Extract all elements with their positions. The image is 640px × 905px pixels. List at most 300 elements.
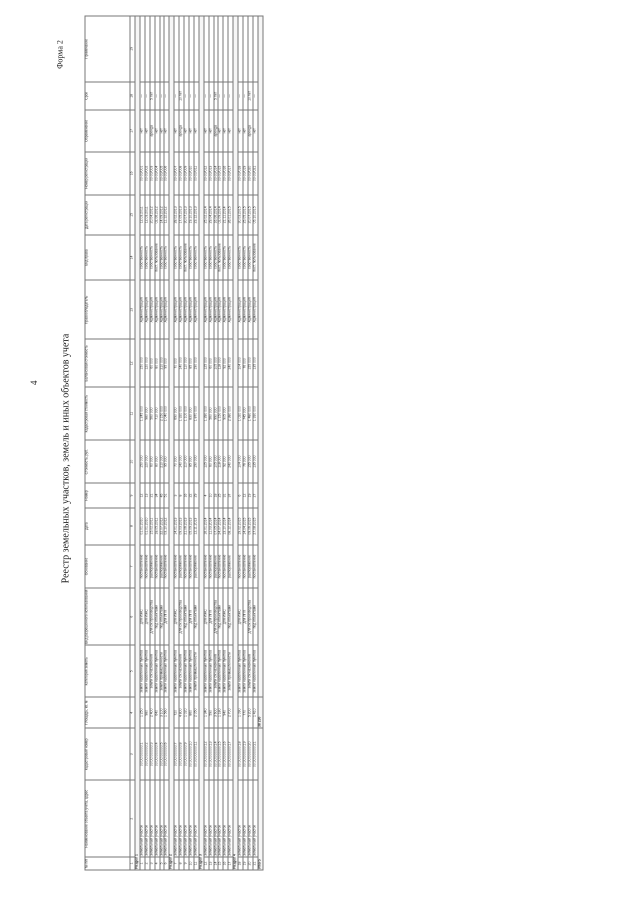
table-cell: 830 000 [189, 387, 194, 439]
register-table [85, 16, 264, 871]
table-cell: 95 000 [164, 440, 169, 484]
column-header: Площадь, кв. м [85, 698, 130, 729]
table-cell: 29 [194, 484, 199, 508]
table-cell: 1 020 [184, 698, 189, 729]
table-cell: нет [194, 110, 199, 151]
table-cell: 10 лет [248, 82, 253, 110]
table-cell: 02.09.2014 [218, 195, 223, 234]
table-cell: 00-00/001 [140, 152, 145, 196]
table-cell: — [184, 82, 189, 110]
table-cell: 1 330 000 [253, 387, 258, 439]
table-cell: 2 380 000 [228, 387, 233, 439]
table-cell: постановление [189, 545, 194, 589]
column-number: 1 [130, 857, 135, 870]
table-cell: 1 150 000 [218, 387, 223, 439]
table-cell: для с/х производства [248, 588, 253, 645]
table-cell: 1 040 000 [164, 387, 169, 439]
table-cell: 00:00:000000:20 [248, 728, 253, 780]
table-cell: под объектами [155, 588, 160, 645]
column-number: 6 [130, 588, 135, 645]
table-cell: нет [238, 110, 243, 151]
table-cell: 51 [164, 484, 169, 508]
table-cell: 5 лет [150, 82, 155, 110]
table-cell: 2 400 [150, 698, 155, 729]
column-number: 5 [130, 645, 135, 697]
table-cell: земли населенных пунктов [155, 645, 160, 697]
table-cell: Администрация [209, 280, 214, 339]
table-cell: аренда [179, 110, 184, 151]
table-cell: — [238, 82, 243, 110]
table-cell: 560 000 [209, 387, 214, 439]
table-cell: 6 [164, 857, 169, 870]
table-cell: 135 000 [253, 440, 258, 484]
column-number: 11 [130, 387, 135, 439]
table-cell: Земельный участок [209, 780, 214, 856]
table-cell: собственность [228, 235, 233, 281]
table-cell: 70 000 [174, 339, 179, 387]
table-cell: собственность [238, 235, 243, 281]
table-cell: 125 000 [204, 339, 209, 387]
table-cell: аренда [214, 110, 219, 151]
table-cell: под объектами [194, 588, 199, 645]
table-cell: — [174, 82, 179, 110]
table-cell: 980 [145, 698, 150, 729]
table-cell: земли населенных пунктов [238, 645, 243, 697]
table-cell: 3 [150, 857, 155, 870]
table-cell: 95 000 [164, 339, 169, 387]
table-cell: 1 480 000 [248, 387, 253, 439]
column-number: 7 [130, 545, 135, 589]
table-cell: 1 870 000 [194, 387, 199, 439]
table-cell: 25.02.2014 [204, 195, 209, 234]
table-cell: 118 000 [218, 339, 223, 387]
table-cell: 118 000 [218, 440, 223, 484]
table-cell: Земельный участок [150, 780, 155, 856]
table-cell: Земельный участок [140, 780, 145, 856]
table-cell: 00:00:000000:6 [164, 728, 169, 780]
table-cell: постановление [184, 545, 189, 589]
table-cell: 15 [218, 857, 223, 870]
table-cell: постановление [155, 545, 160, 589]
table-cell: 60 000 [150, 339, 155, 387]
table-cell: 00:00:000000:17 [228, 728, 233, 780]
table-cell: 00:00:000000:3 [150, 728, 155, 780]
table-cell: собственность [243, 235, 248, 281]
table-cell: 190 000 [194, 440, 199, 484]
table-cell: 9 [184, 857, 189, 870]
table-cell: нет [145, 110, 150, 151]
table-cell: 7 [174, 857, 179, 870]
table-cell: 140 000 [179, 440, 184, 484]
table-cell: нет [160, 110, 165, 151]
table-cell: нет [174, 110, 179, 151]
table-cell: для ИЖС [204, 588, 209, 645]
table-cell: — [194, 82, 199, 110]
table-cell: собственность [189, 235, 194, 281]
table-cell: для с/х производства [214, 588, 219, 645]
table-cell: постановление [145, 545, 150, 589]
table-cell: земли населенных пунктов [184, 645, 189, 697]
table-cell: 00-00/010 [189, 152, 194, 196]
table-cell: 13.10.2014 [223, 508, 228, 545]
table-cell: 70 000 [174, 440, 179, 484]
table-cell: 00:00:000000:9 [184, 728, 189, 780]
table-cell: постановление [174, 545, 179, 589]
table-cell: 28.02.2013 [174, 195, 179, 234]
column-header: Правообладатель [85, 280, 130, 339]
table-cell: собственность [223, 235, 228, 281]
table-cell: земли с/х назначения [248, 645, 253, 697]
table-cell: земли с/х назначения [179, 645, 184, 697]
table-cell: 60 000 [150, 440, 155, 484]
column-number: 17 [130, 110, 135, 151]
table-cell: 135 000 [253, 339, 258, 387]
table-cell: 210 000 [160, 339, 165, 387]
column-number: 4 [130, 698, 135, 729]
table-cell: распоряжение [179, 545, 184, 589]
column-number: 9 [130, 484, 135, 508]
table-cell: земли населенных пунктов [140, 645, 145, 697]
table-cell: 990 000 [214, 387, 219, 439]
table-cell: 05.10.2015 [253, 195, 258, 234]
table-cell: распоряжение [248, 545, 253, 589]
table-cell: 00:00:000000:1 [140, 728, 145, 780]
table-cell: постановление [204, 545, 209, 589]
table-cell: 720 [174, 698, 179, 729]
table-cell: пост. пользование [253, 235, 258, 281]
table-cell: 15.02.2011 [150, 508, 155, 545]
column-header: Наименование объекта учета, адрес [85, 780, 130, 856]
table-cell: Администрация [179, 280, 184, 339]
column-header: Стоимость, руб. [85, 440, 130, 484]
table-cell: 1 100 000 [184, 387, 189, 439]
table-cell: 12.11.2013 [194, 508, 199, 545]
column-header: Кадастровая стоимость [85, 387, 130, 439]
table-cell: Администрация [174, 280, 179, 339]
table-cell: 14.04.2015 [243, 508, 248, 545]
table-cell: — [140, 82, 145, 110]
table-cell: 00:00:000000:14 [214, 728, 219, 780]
table-cell: нет [155, 110, 160, 151]
table-cell: 20 [248, 857, 253, 870]
section-title: Раздел 4 [233, 16, 238, 870]
table-cell: 00-00/013 [209, 152, 214, 196]
table-cell: 29.04.2014 [209, 195, 214, 234]
column-header: Категория земель [85, 645, 130, 697]
table-cell: 1 340 [204, 698, 209, 729]
table-cell: 5 лет [214, 82, 219, 110]
table-cell: 00:00:000000:13 [209, 728, 214, 780]
table-cell: 20.04.2012 [150, 195, 155, 234]
table-cell: 640 [155, 698, 160, 729]
table-cell: 07.05.2014 [214, 508, 219, 545]
table-cell: собственность [164, 235, 169, 281]
table-cell: 13 [145, 484, 150, 508]
table-cell: 00-00/018 [238, 152, 243, 196]
table-cell: 00-00/014 [214, 152, 219, 196]
table-cell: 01.01.2010 [145, 508, 150, 545]
table-cell: 240 000 [228, 440, 233, 484]
column-number: 2 [130, 780, 135, 856]
table-cell: 92 000 [223, 440, 228, 484]
table-cell: под объектами [160, 588, 165, 645]
column-number: 13 [130, 280, 135, 339]
table-cell: постановление [223, 545, 228, 589]
table-cell: — [228, 82, 233, 110]
table-cell: 104 000 [238, 440, 243, 484]
table-cell: 8 [179, 857, 184, 870]
table-cell: собственность [204, 235, 209, 281]
table-cell: 00:00:000000:19 [243, 728, 248, 780]
table-cell: 905 000 [223, 387, 228, 439]
table-cell: 00:00:000000:10 [189, 728, 194, 780]
table-cell: для с/х производства [150, 588, 155, 645]
table-cell: под объектами [184, 588, 189, 645]
table-cell: пост. пользование [155, 235, 160, 281]
table-cell: Администрация [243, 280, 248, 339]
column-number: 18 [130, 82, 135, 110]
table-cell: нет [204, 110, 209, 151]
table-cell: 105 000 [214, 339, 219, 387]
table-cell: 2 150 000 [160, 387, 165, 439]
table-cell: 92 000 [223, 339, 228, 387]
table-cell: 09.03.2013 [179, 508, 184, 545]
table-cell: 1 280 000 [204, 387, 209, 439]
table-cell: 00-00/005 [160, 152, 165, 196]
register-table-area [84, 16, 604, 871]
document-title [60, 300, 72, 620]
column-header: Вид разрешенного использования [85, 588, 130, 645]
section-title: Раздел 2 [169, 16, 174, 870]
table-cell: 85 000 [189, 440, 194, 484]
table-cell: 16.06.2014 [214, 195, 219, 234]
table-cell: 16 [223, 857, 228, 870]
table-cell: 560 000 [150, 387, 155, 439]
section-title: Раздел 3 [199, 16, 204, 870]
table-cell: 19.02.2015 [238, 508, 243, 545]
table-cell: 240 000 [228, 339, 233, 387]
table-cell: 16 [184, 484, 189, 508]
table-cell: 155 000 [248, 339, 253, 387]
table-cell: 210 000 [160, 440, 165, 484]
table-cell: 00-00/003 [150, 152, 155, 196]
table-cell: 14 [214, 857, 219, 870]
register-table-rotated [85, 16, 605, 871]
table-cell: 120 000 [145, 440, 150, 484]
table-cell: 21.06.2013 [184, 508, 189, 545]
table-cell: Земельный участок [174, 780, 179, 856]
table-cell: 30.07.2013 [184, 195, 189, 234]
table-cell: 20.07.2015 [248, 195, 253, 234]
table-cell: 860 [189, 698, 194, 729]
table-cell: Земельный участок [243, 780, 248, 856]
table-cell: 00-00/017 [228, 152, 233, 196]
column-header: Обременение [85, 110, 130, 151]
column-header: Балансовая стоимость [85, 339, 130, 387]
column-header: № п/п [85, 857, 130, 870]
table-cell: 1 020 000 [238, 387, 243, 439]
table-cell: 12.03.2011 [140, 195, 145, 234]
table-cell: 1 320 000 [179, 387, 184, 439]
table-cell: 11.03.2014 [209, 508, 214, 545]
table-cell: 09.06.2015 [248, 508, 253, 545]
table-cell: для ИЖС [238, 588, 243, 645]
table-cell: 08.12.2014 [228, 508, 233, 545]
table-cell: 00-00/004 [155, 152, 160, 196]
table-cell: 1 250 [140, 698, 145, 729]
table-cell: 155 000 [248, 440, 253, 484]
table-cell: нет [184, 110, 189, 151]
table-cell: пост. пользование [218, 235, 223, 281]
table-cell: 11 [194, 857, 199, 870]
form-label-text: Форма 2 [55, 40, 65, 69]
table-cell: 140 000 [179, 339, 184, 387]
column-header: Основание [85, 545, 130, 589]
table-cell: Администрация [248, 280, 253, 339]
table-cell: 12 [140, 484, 145, 508]
table-cell: Администрация [218, 280, 223, 339]
table-cell: постановление [243, 545, 248, 589]
table-cell: земли промышленности [228, 645, 233, 697]
table-cell: 05.09.2013 [189, 508, 194, 545]
table-cell: Земельный участок [189, 780, 194, 856]
table-cell: собственность [145, 235, 150, 281]
table-cell: 00:00:000000:18 [238, 728, 243, 780]
table-cell: 34 [155, 484, 160, 508]
table-cell: 21 [253, 857, 258, 870]
table-cell: собственность [248, 235, 253, 281]
table-cell: 710 000 [155, 387, 160, 439]
totals-row [258, 16, 263, 870]
table-cell: 76 000 [243, 339, 248, 387]
table-cell: 00:00:000000:4 [155, 728, 160, 780]
table-cell: под объектами [253, 588, 258, 645]
table-cell: земли населенных пунктов [204, 645, 209, 697]
table-cell: 27.08.2015 [253, 508, 258, 545]
table-cell: 02.06.2012 [155, 195, 160, 234]
table-cell: 18.05.2011 [155, 508, 160, 545]
table-cell: 13 [209, 857, 214, 870]
table-cell: Администрация [214, 280, 219, 339]
table-cell: — [253, 82, 258, 110]
table-cell: для ИЖС [140, 588, 145, 645]
table-cell: земли населенных пунктов [253, 645, 258, 697]
table-cell: аренда [248, 110, 253, 151]
table-cell: 19.10.2013 [189, 195, 194, 234]
table-cell: 4 [155, 857, 160, 870]
table-cell: Земельный участок [253, 780, 258, 856]
table-cell: земли промышленности [194, 645, 199, 697]
table-cell: Земельный участок [164, 780, 169, 856]
table-cell: 4 800 [179, 698, 184, 729]
document-title-text: Реестр земельных участков, земель и иных объектов учета [60, 333, 72, 584]
table-cell: 26.01.2015 [228, 195, 233, 234]
table-cell: 1 560 [164, 698, 169, 729]
table-cell: для ИЖС [145, 588, 150, 645]
table-cell: 150 000 [140, 440, 145, 484]
column-header: Срок [85, 82, 130, 110]
table-cell: Земельный участок [204, 780, 209, 856]
column-number: 14 [130, 235, 135, 281]
table-cell: 00:00:000000:8 [179, 728, 184, 780]
table-cell: под объектами [228, 588, 233, 645]
table-cell: для ИЖС [174, 588, 179, 645]
table-cell: 00-00/008 [179, 152, 184, 196]
table-cell: 2 050 [194, 698, 199, 729]
table-cell: 1 [140, 857, 145, 870]
table-cell: собственность [194, 235, 199, 281]
table-cell: Администрация [228, 280, 233, 339]
table-cell: 12 [243, 484, 248, 508]
table-cell: 85 000 [189, 339, 194, 387]
table-cell: 00-00/016 [223, 152, 228, 196]
table-cell: Земельный участок [223, 780, 228, 856]
table-cell: 22.07.2012 [160, 508, 165, 545]
table-cell: собственность [160, 235, 165, 281]
table-cell: 2 [145, 857, 150, 870]
table-cell: собственность [214, 235, 219, 281]
table-cell: нет [189, 110, 194, 151]
table-cell: 110 000 [184, 339, 189, 387]
table-cell: нет [218, 110, 223, 151]
table-cell: 745 000 [243, 387, 248, 439]
table-cell: аренда [150, 110, 155, 151]
table-cell: Земельный участок [179, 780, 184, 856]
table-cell: 00:00:000000:15 [218, 728, 223, 780]
column-header: Номер [85, 484, 130, 508]
table-cell: Администрация [184, 280, 189, 339]
table-cell: 00:00:000000:7 [174, 728, 179, 780]
table-cell: Земельный участок [218, 780, 223, 856]
table-cell: 940 [223, 698, 228, 729]
table-cell: 21.11.2014 [223, 195, 228, 234]
table-cell: постановление [218, 545, 223, 589]
table-cell: 14.09.2012 [160, 195, 165, 234]
table-cell: для ЛПХ [243, 588, 248, 645]
table-cell: нет [228, 110, 233, 151]
table-cell: 4 [204, 484, 209, 508]
table-cell: Администрация [150, 280, 155, 339]
table-cell: Земельный участок [184, 780, 189, 856]
table-cell: 18 [238, 857, 243, 870]
table-cell: 19 [248, 484, 253, 508]
table-cell: Земельный участок [194, 780, 199, 856]
table-cell: 00:00:000000:21 [253, 728, 258, 780]
table-cell: — [189, 82, 194, 110]
table-cell: земли промышленности [160, 645, 165, 697]
table-cell: для ЛПХ [189, 588, 194, 645]
table-cell: — [209, 82, 214, 110]
table-cell: 80 000 [155, 440, 160, 484]
table-cell: Администрация [155, 280, 160, 339]
table-cell: 27 [253, 484, 258, 508]
table-cell: Администрация [194, 280, 199, 339]
table-cell: 00-00/006 [164, 152, 169, 196]
table-cell: под объектами [218, 588, 223, 645]
table-cell: собственность [174, 235, 179, 281]
table-cell: 31 [223, 484, 228, 508]
table-cell: 00-00/019 [243, 152, 248, 196]
table-cell: нет [243, 110, 248, 151]
table-cell: 18 [214, 484, 219, 508]
table-cell: земли населенных пунктов [164, 645, 169, 697]
column-header: Дата [85, 508, 130, 545]
table-cell: 2 700 [228, 698, 233, 729]
table-cell: Администрация [204, 280, 209, 339]
table-cell: 80 000 [155, 339, 160, 387]
table-cell: Земельный участок [238, 780, 243, 856]
table-cell: земли населенных пунктов [209, 645, 214, 697]
